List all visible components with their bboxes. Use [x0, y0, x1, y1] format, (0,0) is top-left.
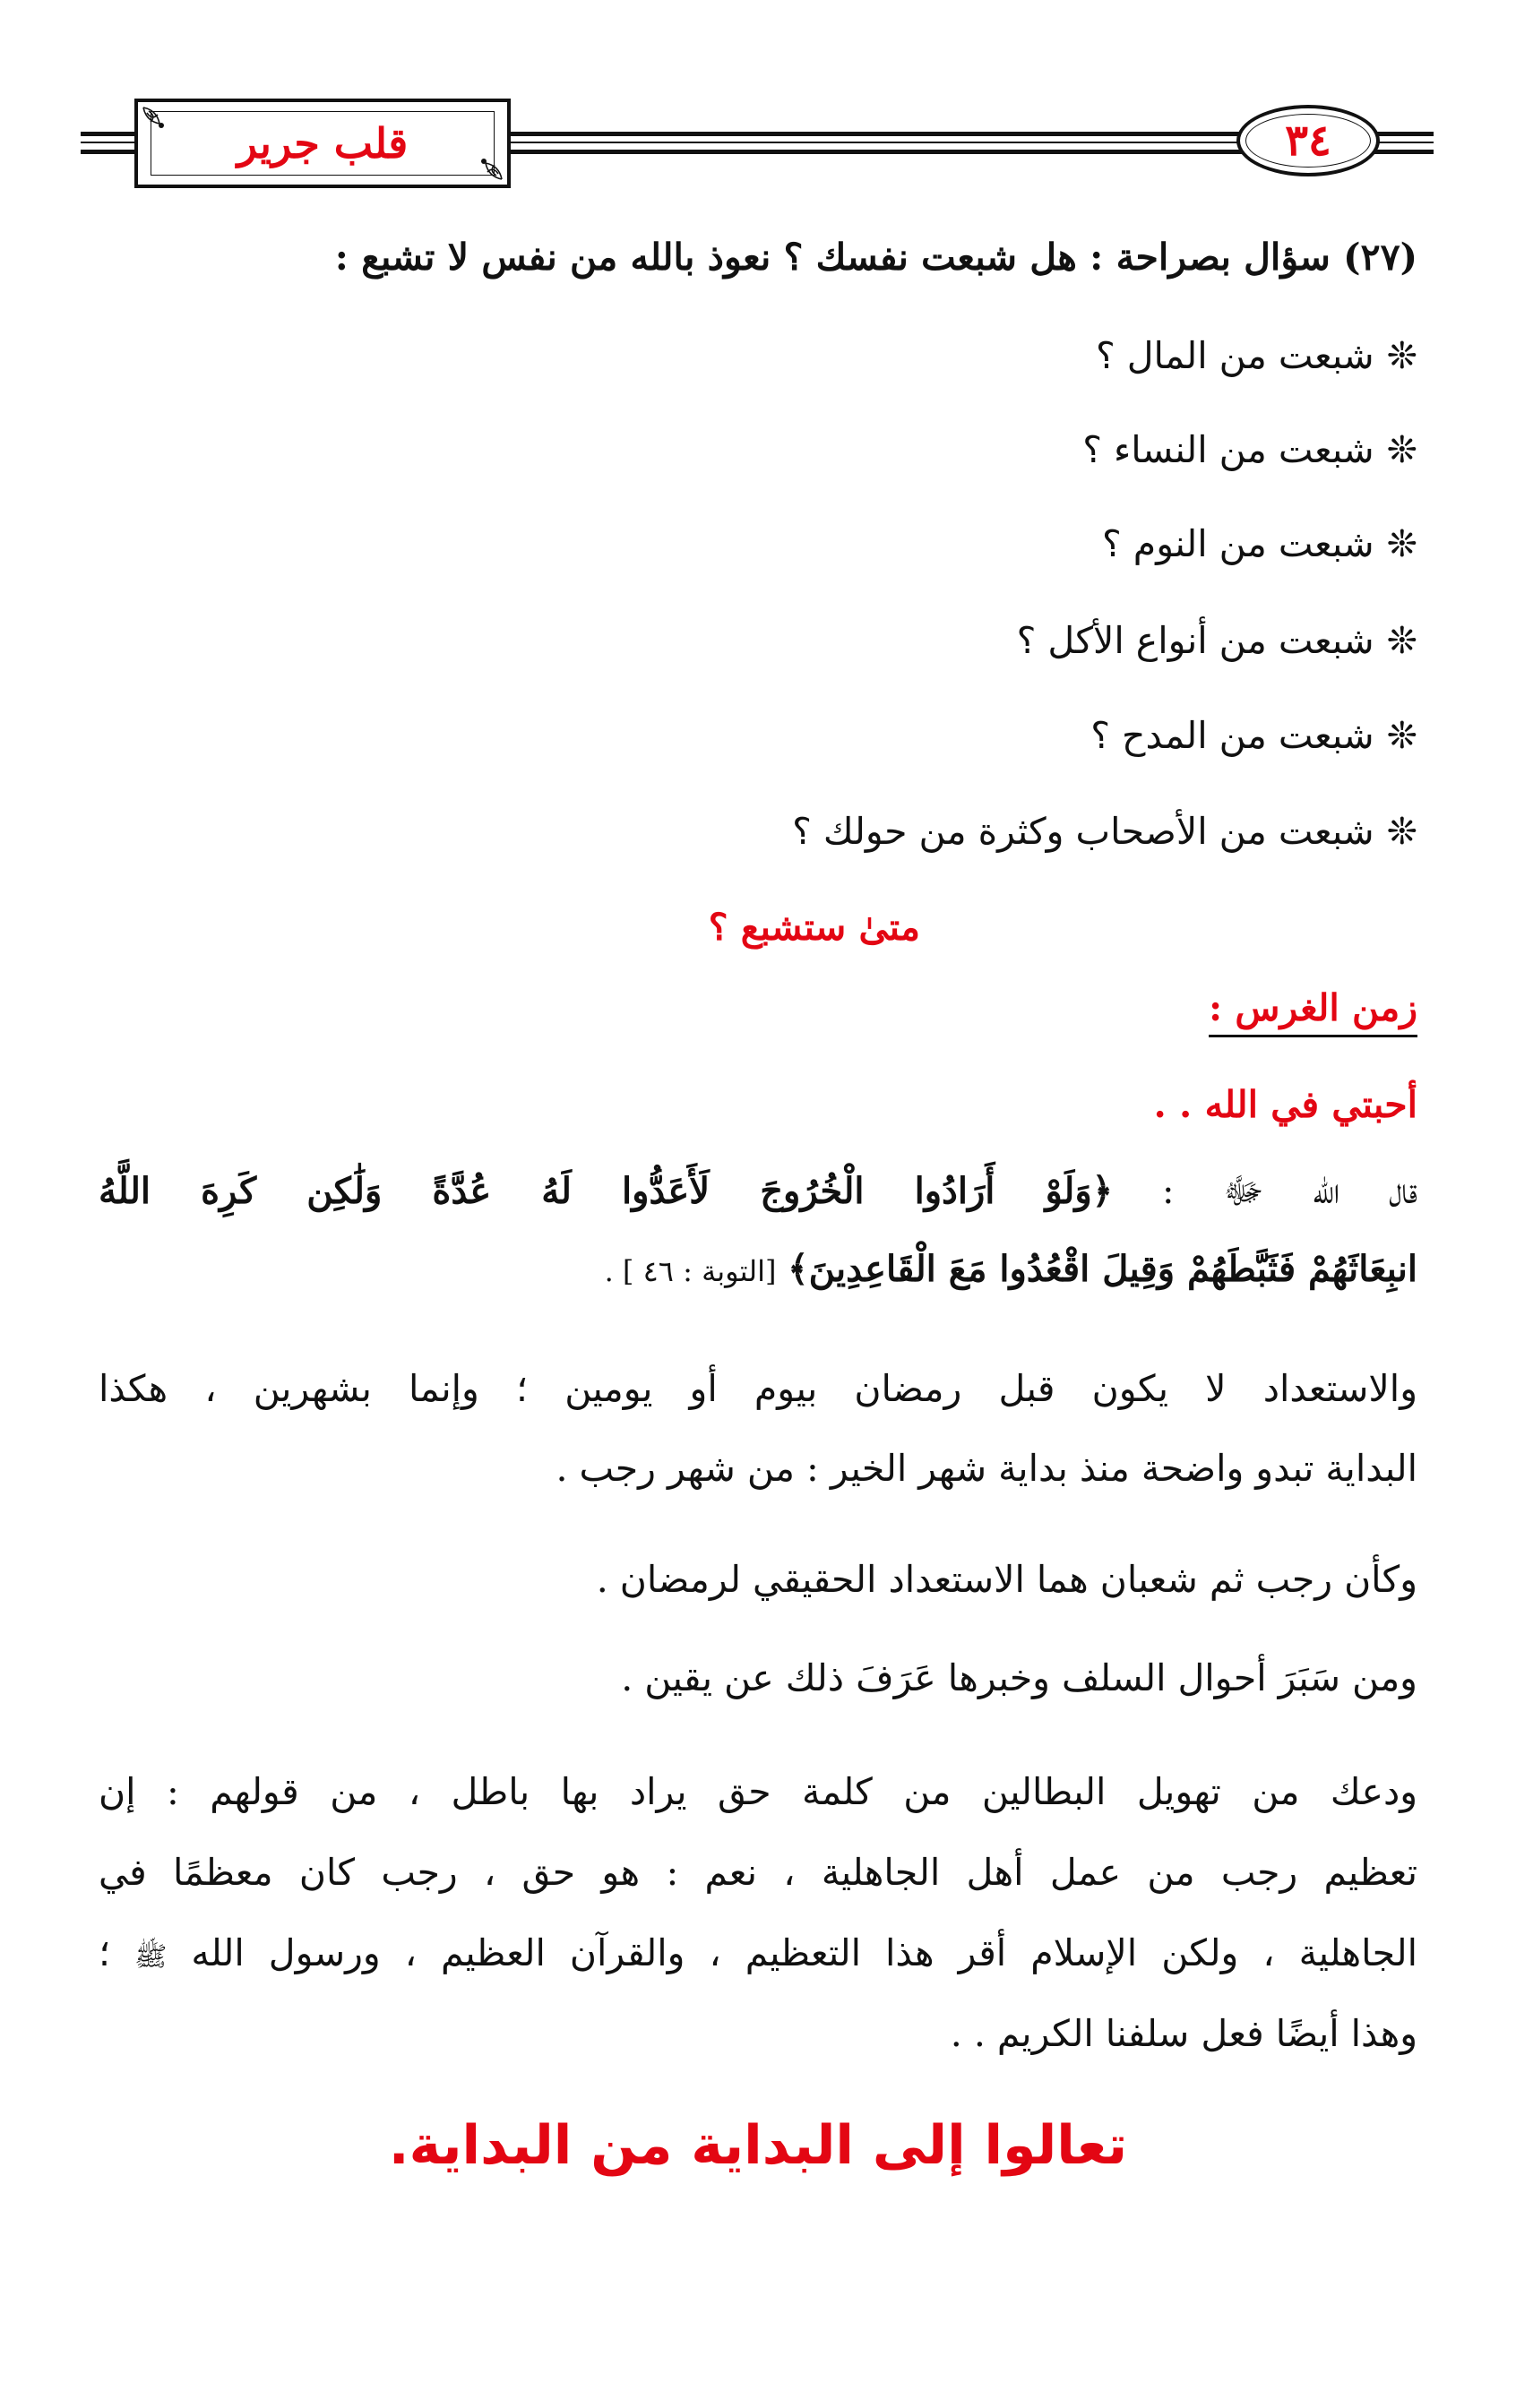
list-item-text: شبعت من المدح ؟ [1090, 714, 1374, 757]
verse-text: انبِعَاثَهُمْ فَثَبَّطَهُمْ وَقِيلَ اقْعُدُوا مَعَ الْقَاعِدِينَ﴾ [788, 1248, 1417, 1290]
page-number-ring [1245, 114, 1371, 168]
list-item-text: شبعت من الأصحاب وكثرة من حولك ؟ [792, 810, 1374, 853]
list-item-text: شبعت من أنواع الأكل ؟ [1016, 619, 1374, 662]
paragraph-line: وهذا أيضًا فعل سلفنا الكريم . . [950, 2012, 1417, 2055]
paragraph-line: وكأن رجب ثم شعبان هما الاستعداد الحقيقي لرمضان . [596, 1558, 1417, 1601]
list-item [1096, 333, 1417, 379]
verse-line-1 [99, 1169, 1417, 1214]
paragraph-line [99, 1931, 1417, 1976]
book-title: قلب جرير [237, 119, 409, 168]
bullet-icon: ❊ [1386, 810, 1417, 853]
bullet-icon: ❊ [1386, 714, 1417, 757]
bullet-icon: ❊ [1386, 334, 1417, 377]
list-item [1102, 521, 1417, 567]
paragraph-line: ومن سَبَرَ أحوال السلف وخبرها عَرَفَ ذلك عن يقين . [621, 1656, 1417, 1699]
section-subtitle: أحبتي في الله . . [1153, 1083, 1417, 1126]
verse-line-2 [605, 1247, 1417, 1292]
list-item [1082, 427, 1417, 473]
list-item [792, 809, 1417, 855]
page-number-text: ٣٤ [1285, 116, 1331, 166]
section-title [1209, 985, 1417, 1031]
bullet-icon: ❊ [1386, 522, 1417, 565]
paragraph-line: البداية تبدو واضحة منذ بداية شهر الخير : من شهر رجب . [556, 1447, 1417, 1490]
page-number [1236, 105, 1380, 176]
question-heading: (٢٧) سؤال بصراحة : هل شبعت نفسك ؟ نعوذ بالله من نفس لا تشبع : [334, 236, 1417, 279]
salutation-glyph: ﷺ [134, 1941, 168, 1973]
list-item-text: شبعت من النوم ؟ [1102, 522, 1374, 565]
list-item-text: شبعت من المال ؟ [1095, 334, 1374, 377]
list-item-text: شبعت من النساء ؟ [1082, 428, 1374, 471]
list-item [1017, 618, 1417, 664]
paragraph-line: تعظيم رجب من عمل أهل الجاهلية ، نعم : هو حق ، رجب كان معظمًا في [99, 1851, 1417, 1894]
question-closing: متىٰ ستشبع ؟ [708, 906, 920, 949]
section-title-text: زمن الغرس : [1209, 986, 1417, 1037]
bullet-icon: ❊ [1386, 428, 1417, 471]
verse-reference: [التوبة : ٤٦ ] . [604, 1254, 777, 1288]
paragraph-text: الجاهلية ، ولكن الإسلام أقر هذا التعظيم ، والقرآن العظيم ، ورسول الله [191, 1931, 1417, 1974]
paragraph-line: والاستعداد لا يكون قبل رمضان بيوم أو يومين ؛ وإنما بشهرين ، هكذا [99, 1367, 1417, 1410]
list-item [1090, 713, 1417, 759]
bullet-icon: ❊ [1386, 619, 1417, 662]
closing-banner: تعالوا إلى البداية من البداية. [388, 2114, 1128, 2177]
verse-intro: قال الله ﷻ : [1162, 1171, 1418, 1212]
running-header [81, 94, 1434, 202]
paragraph-punctuation: ؛ [99, 1931, 111, 1974]
paragraph-line: ودعك من تهويل البطالين من كلمة حق يراد بها باطل ، من قولهم : إن [99, 1770, 1417, 1813]
verse-text: ﴿وَلَوْ أَرَادُوا الْخُرُوجَ لَأَعَدُّوا لَهُ عُدَّةً وَلَٰكِن كَرِهَ اللَّهُ [99, 1170, 1114, 1212]
book-title-frame [134, 99, 511, 188]
